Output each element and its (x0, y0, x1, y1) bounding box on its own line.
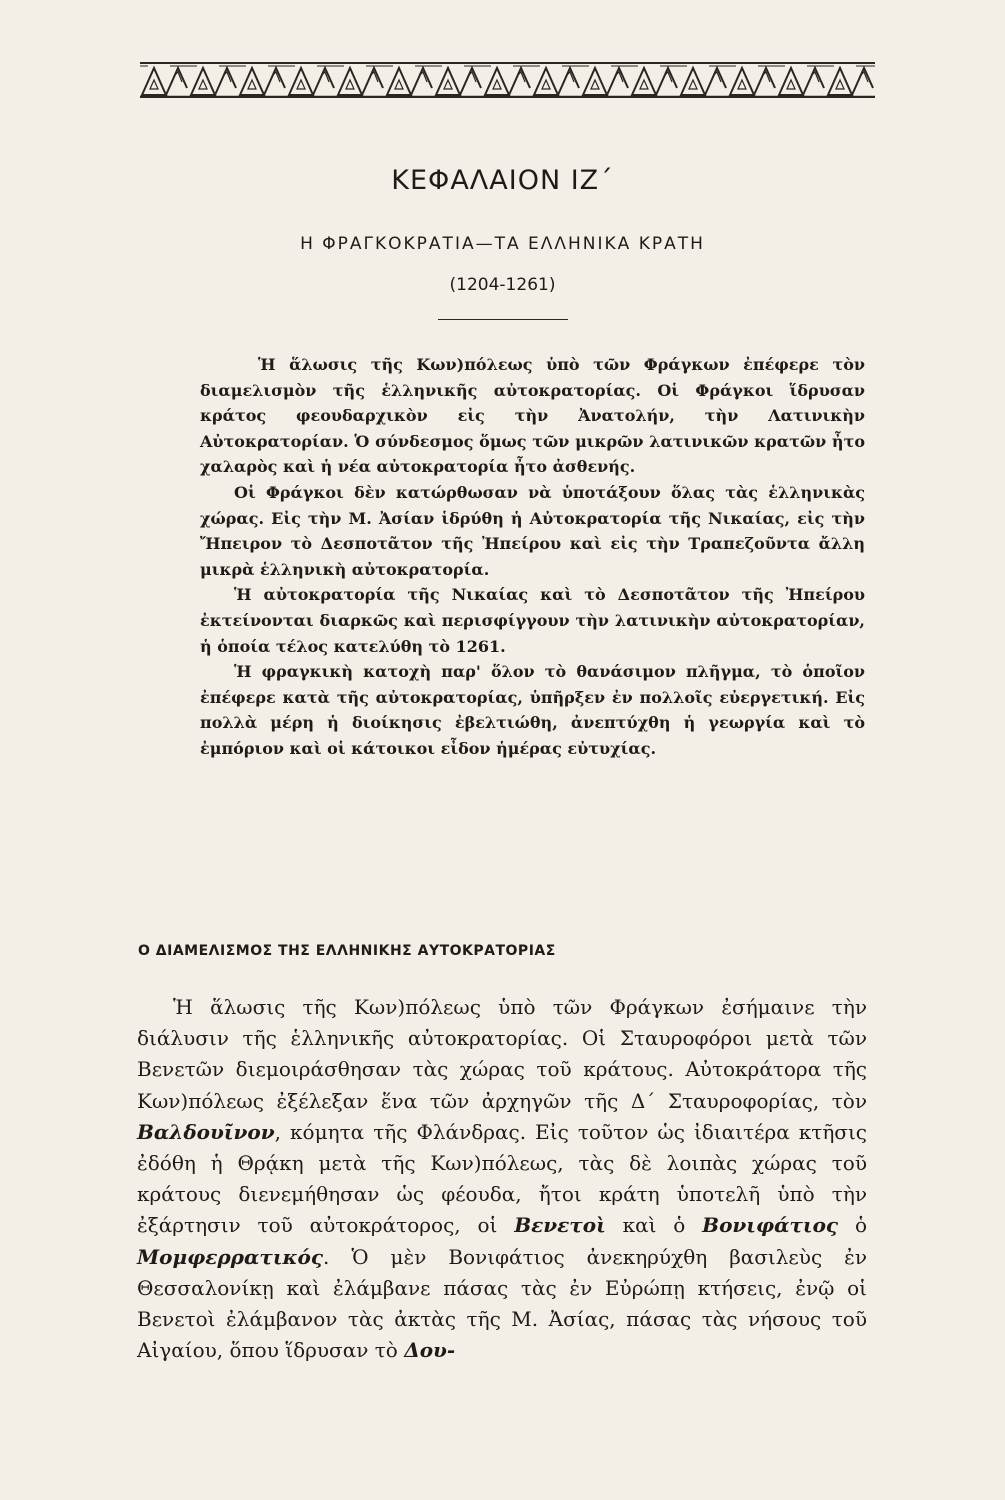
emphasis-venetians: Βενετοὶ (514, 1213, 606, 1238)
meander-ornament (140, 62, 875, 98)
body-text (137, 992, 867, 1366)
emphasis-baldwin: Βαλδουῖνον (137, 1119, 275, 1144)
body-text-run: , κόμητα τῆς Φλάνδρας. Εἰς τοῦτον ὡς ἰδιαιτέρα κτῆσις ἐδόθη ἡ Θρᾴκη μετὰ τῆς Κων)πόλεως, τὰς δὲ λοιπὰς χώρας τοῦ κράτους διενεμήθησαν ὡς φέουδα, ἤτοι κράτη ὑποτελῆ ὑπὸ τὴν ἐξάρτησιν τοῦ αὐτοκράτορος, οἱ (137, 1119, 867, 1238)
body-text-run: Ἡ ἅλωσις τῆς Κων)πόλεως ὑπὸ τῶν Φράγκων ἐσήμαινε τὴν διάλυσιν τῆς ἑλληνικῆς αὐτοκρατορίας. Οἱ Σταυροφόροι μετὰ τῶν Βενετῶν διεμοιράσθησαν τὰς χώρας τοῦ κράτους. Αὐτοκράτορα τῆς Κων)πόλεως ἐξέλεξαν ἕνα τῶν ἀρχηγῶν τῆς Δ΄ Σταυροφορίας, τὸν (137, 995, 867, 1113)
body-text-run: καὶ ὁ (605, 1213, 703, 1238)
chapter-subtitle: Η ΦΡΑΓΚΟΚΡΑΤΙΑ—ΤΑ ΕΛΛΗΝΙΚΑ ΚΡΑΤΗ (300, 234, 705, 254)
summary-paragraph-1: Ἡ ἅλωσις τῆς Κων)πόλεως ὑπὸ τῶν Φράγκων ἐπέφερε τὸν διαμελισμὸν τῆς ἑλληνικῆς αὐτοκρατορίας. Οἱ Φράγκοι ἵδρυσαν κράτος φεουδαρχικὸν εἰς τὴν Ἀνατολήν, τὴν Λατινικὴν Αὐτοκρατορίαν. Ὁ σύνδεσμος ὅμως τῶν μικρῶν λατινικῶν κρατῶν ἦτο χαλαρὸς καὶ ἡ νέα αὐτοκρατορία ἦτο ἀσθενής. (200, 355, 865, 477)
body-text-run: ὁ (838, 1213, 867, 1238)
summary-paragraph-3: Ἡ αὐτοκρατορία τῆς Νικαίας καὶ τὸ Δεσποτᾶτον τῆς Ἠπείρου ἐκτείνονται διαρκῶς καὶ περισφίγγουν τὴν λατινικὴν αὐτοκρατορίαν, ἡ ὁποία τέλος κατελύθη τὸ 1261. (200, 585, 865, 656)
chapter-dates: (1204-1261) (449, 275, 556, 295)
emphasis-duchy: Δου- (404, 1338, 456, 1363)
emphasis-montferrat: Μομφερρατικός (137, 1244, 324, 1269)
section-heading: Ο ΔΙΑΜΕΛΙΣΜΟΣ ΤΗΣ ΕΛΛΗΝΙΚΗΣ ΑΥΤΟΚΡΑΤΟΡΙΑΣ (138, 943, 556, 959)
summary-paragraph-4: Ἡ φραγκικὴ κατοχὴ παρ' ὅλον τὸ θανάσιμον πλῆγμα, τὸ ὁποῖον ἐπέφερε κατὰ τῆς αὐτοκρατορίας, ὑπῆρξεν ἐν πολλοῖς εὐεργετική. Εἰς πολλὰ μέρη ἡ διοίκησις ἐβελτιώθη, ἀνεπτύχθη ἡ γεωργία καὶ τὸ ἐμπόριον καὶ οἱ κάτοικοι εἶδον ἡμέρας εὐτυχίας. (200, 662, 865, 758)
body-text-run: . Ὁ μὲν Βονιφάτιος ἀνεκηρύχθη βασιλεὺς ἐν Θεσσαλονίκῃ καὶ ἐλάμβανε πάσας τὰς ἐν Εὐρώπῃ κτήσεις, ἐνῷ οἱ Βενετοὶ ἐλάμβανον τὰς ἀκτὰς τῆς Μ. Ἀσίας, πάσας τὰς νήσους τοῦ Αἰγαίου, ὅπου ἵδρυσαν τὸ (137, 1244, 867, 1363)
divider-rule (438, 319, 568, 320)
chapter-title: ΚΕΦΑΛΑΙΟΝ ΙΖ΄ (391, 165, 614, 196)
emphasis-boniface: Βονιφάτιος (702, 1213, 839, 1238)
body-paragraph (137, 992, 867, 1366)
chapter-summary (200, 352, 865, 762)
summary-paragraph-2: Οἱ Φράγκοι δὲν κατώρθωσαν νὰ ὑποτάξουν ὅλας τὰς ἑλληνικὰς χώρας. Εἰς τὴν Μ. Ἀσίαν ἱδρύθη ἡ Αὐτοκρατορία τῆς Νικαίας, εἰς τὴν Ἤπειρον τὸ Δεσποτᾶτον τῆς Ἠπείρου καὶ εἰς τὴν Τραπεζοῦντα ἄλλη μικρὰ ἑλληνικὴ αὐτοκρατορία. (200, 482, 865, 579)
